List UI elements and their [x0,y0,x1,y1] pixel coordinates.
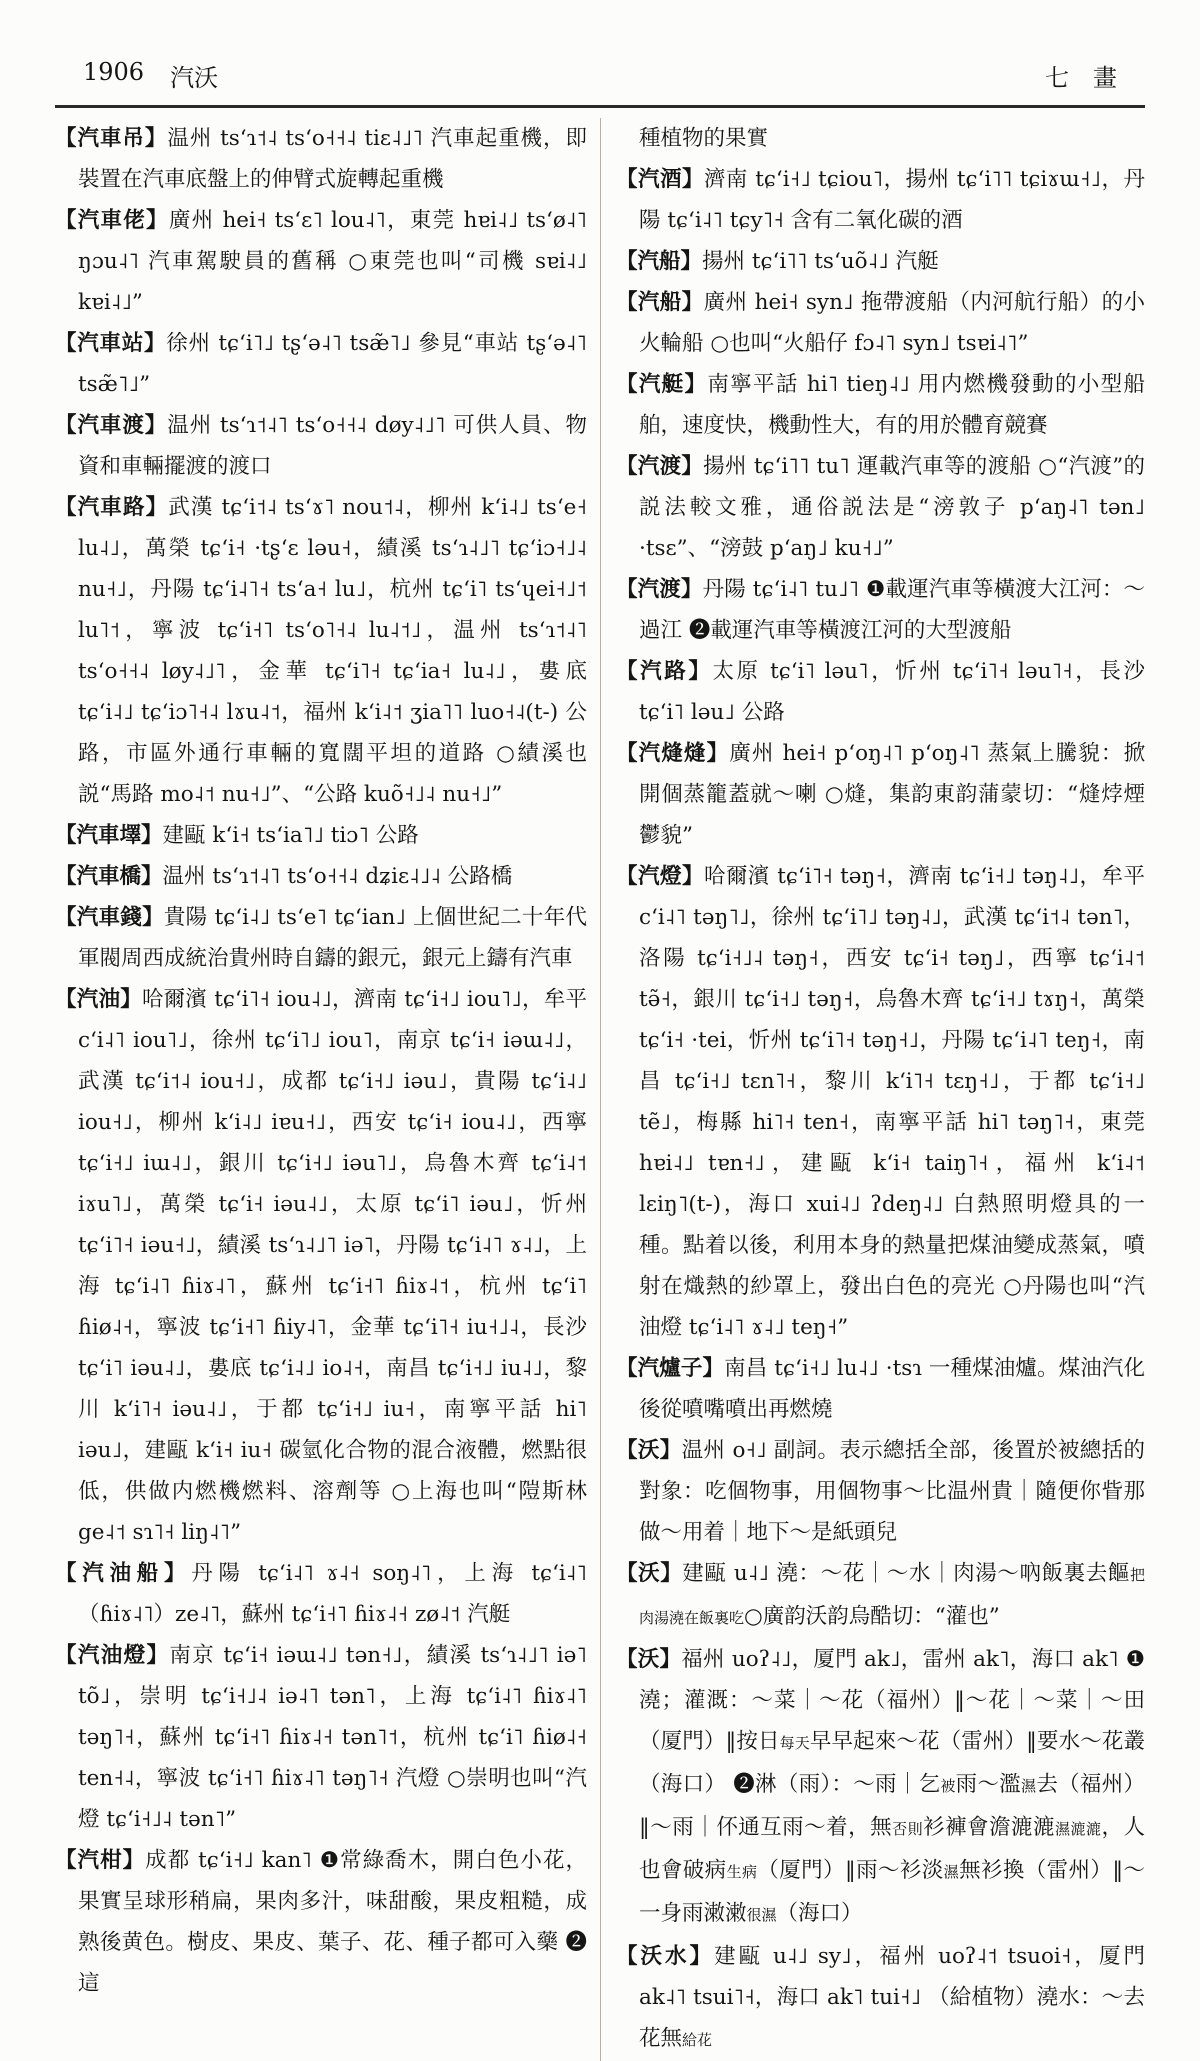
entry-text: ○廣韵沃韵烏酷切：“灌也” [744,1604,1000,1629]
dictionary-entry [616,569,1145,651]
entry-text: （厦門）‖雨～衫淡 [757,1858,944,1883]
entry-text: 無衫換（雷州）‖～一身雨潄潄 [639,1858,1145,1926]
entry-headword: 【汽車佬】 [55,208,169,233]
dictionary-entry [55,1840,587,2004]
entry-text: 種植物的果實 [639,126,769,151]
entry-text: 哈爾濱 tɕʻi˥˧ iou˨˩，濟南 tɕʻi˧˩ iou˥˩，牟平 cʻi˨˥ iou˥˩，徐州 tɕʻi˥˩ iou˥，南京 tɕʻi˧ iəɯ˨˩，武漢 tɕʻi˦˨ iou˧˩，成都 tɕʻi˧˩ iəu˩，貴陽 tɕʻi˨˩ iou˧˩，柳州 kʻi˨˩ iɐu˧˩，西安 tɕʻi˧ iou˨˩，西寧 tɕʻi˧˩ iɯ˨˩，銀川 tɕʻi˧˩ iəu˥˩，烏魯木齊 tɕʻi˨˦ iɤu˥˩，萬榮 tɕʻi˧ iəu˨˩，太原 tɕʻi˥ iəu˩，忻州 tɕʻi˥˧ iəu˧˩，績溪 tsʻɿ˨˩˥ iə˥，丹陽 tɕʻi˨˥ ɤ˨˩，上海 tɕʻi˨˥ ɦiɤ˨˥，蘇州 tɕʻi˧˥ ɦiɤ˨˦，杭州 tɕʻi˥ ɦiø˨˧，寧波 tɕʻi˧˥ ɦiy˨˥，金華 tɕʻi˥˧ iu˧˩˨，長沙 tɕʻi˥ iəu˨˩，婁底 tɕʻi˨˩ io˨˧，南昌 tɕʻi˧˩ iu˨˩，黎川 kʻi˥˧ iəu˨˩，于都 tɕʻi˧˩ iu˧，南寧平話 hi˥ iəu˩，建甌 kʻi˧ iu˧ 碳氫化合物的混合液體，燃點很低，供做内燃機燃料、溶劑等 ○上海也叫“隑斯林 ge˨˦ sɿ˥˧ liŋ˨˥” [78,987,587,1545]
dictionary-entry [55,897,587,979]
entry-gloss-small-text: 很濕 [746,1906,777,1924]
entry-gloss-small-text: 濕 [1021,1777,1037,1795]
entry-gloss-small-text: 被 [940,1777,956,1795]
entry-text: 丹陽 tɕʻi˨˥ tu˩˥ ❶載運汽車等橫渡大江河：～過江 ❷載運汽車等橫渡江河的大型渡船 [639,577,1145,643]
entry-gloss-small-text: 每天 [779,1734,810,1752]
dictionary-entry [55,1553,587,1635]
section-title: 七 畫 [1045,64,1117,92]
two-column-body [55,118,1145,2061]
entry-headword: 【汽酒】 [616,167,704,192]
entry-gloss-small-text: 濕漉漉 [1055,1820,1102,1838]
column-left [55,118,600,2061]
page-number: 1906 [83,58,145,86]
dictionary-entry [55,487,587,815]
dictionary-entry [616,1639,1145,1936]
entry-text: 温州 tsʻɿ˦˨˥ tsʻo˧˧˨ dʑiɛ˨˩˨ 公路橋 [162,864,513,889]
entry-headword: 【汽船】 [616,249,703,274]
entry-headword: 【汽渡】 [616,577,703,602]
entry-headword: 【汽車錢】 [55,905,164,930]
entry-text: 南昌 tɕʻi˧˩ lu˨˩ ·tsɿ 一種煤油爐。煤油汽化後從噴嘴噴出再燃燒 [639,1356,1145,1422]
entry-headword: 【沃】 [616,1438,682,1463]
dictionary-entry [55,979,587,1553]
entry-text: 太原 tɕʻi˥ ləu˥，忻州 tɕʻi˥˧ ləu˥˧，長沙 tɕʻi˥ ləu˩ 公路 [639,659,1145,725]
dictionary-entry [616,159,1145,241]
entry-text: 建甌 kʻi˧ tsʻia˥˩ tiɔ˥ 公路 [162,823,419,848]
entry-headword: 【汽路】 [616,659,713,684]
entry-headword: 【汽車橋】 [55,864,163,889]
entry-headword: 【汽車吊】 [55,126,168,151]
entry-gloss-small-text: 把肉湯澆在飯裏吃 [639,1566,1145,1627]
entry-text: 南京 tɕʻi˧ iəɯ˨˩ tən˧˩，績溪 tsʻɿ˨˩˥ iə˥ tõ˩，崇明 tɕʻi˧˩˨ iə˨˥ tən˥，上海 tɕʻi˨˥ ɦiɤ˨˥ təŋ˥˧，蘇州 tɕʻi˧˥ ɦiɤ˨˧ tən˥˦，杭州 tɕʻi˥ ɦiø˨˧ ten˧˨，寧波 tɕʻi˧˥ ɦiɤ˨˥ təŋ˥˧ 汽燈 ○崇明也叫“汽燈 tɕʻi˧˩˨ tən˥” [78,1643,587,1832]
dictionary-entry [616,364,1145,446]
header-left [83,58,218,93]
entry-text: 早早起來～花（雷州）‖要水～花叢（海口） ❷淋（雨）：～雨｜乞 [639,1729,1145,1797]
dictionary-entry [616,1430,1145,1553]
page-header [55,58,1145,105]
entry-text: 丹陽 tɕʻi˨˥ ɤ˨˧ soŋ˨˥，上海 tɕʻi˨˥（ɦiɤ˨˥）ze˨˥，蘇州 tɕʻi˧˥ ɦiɤ˨˧ zø˨˦ 汽艇 [78,1561,587,1627]
entry-text: 濟南 tɕʻi˧˩ tɕiou˥，揚州 tɕʻi˥˥ tɕiɤɯ˧˩，丹陽 tɕʻi˨˥ tɕy˥˧ 含有二氧化碳的酒 [639,167,1145,233]
entry-text: 温州 tsʻɿ˦˨ tsʻo˧˧˨ tiɛ˨˩˥ 汽車起重機，即裝置在汽車底盤上的伸臂式旋轉起重機 [78,126,587,192]
entry-headword: 【汽油船】 [55,1561,192,1586]
entry-text: 貴陽 tɕʻi˨˩ tsʻe˥ tɕʻian˩ 上個世紀二十年代軍閥周西成統治貴州時自鑄的銀元，銀元上鑄有汽車 [78,905,587,971]
dictionary-entry [616,282,1145,364]
dictionary-entry [616,1936,1145,2061]
dictionary-entry [616,1553,1145,1639]
entry-text: 建甌 u˨˩ 澆：～花｜～水｜肉湯～吶飯裏去饇 [682,1561,1130,1586]
entry-headword: 【汽油】 [55,987,142,1012]
dictionary-entry [55,856,587,897]
entry-text: 温州 o˧˩ 副詞。表示總括全部，後置於被總括的對象：吃個物事，用個物事～比温州貴｜隨便你眥那做～用着｜地下～是紙頭兒 [639,1438,1145,1545]
dictionary-entry [616,446,1145,569]
entry-headword: 【沃】 [616,1647,682,1672]
entry-headword: 【汽燈】 [616,864,704,889]
dictionary-entry [616,1348,1145,1430]
entry-headword: 【汽渡】 [616,454,704,479]
dictionary-entry [55,200,587,323]
entry-text: 雨～濫 [955,1772,1022,1797]
entry-text: 哈爾濱 tɕʻi˥˧ təŋ˧，濟南 tɕʻi˧˩ təŋ˨˩，牟平 cʻi˨˥ təŋ˥˩，徐州 tɕʻi˥˩ təŋ˨˩，武漢 tɕʻi˦˨ tən˥，洛陽 tɕʻi˧˩˨ təŋ˧，西安 tɕʻi˧ təŋ˩，西寧 tɕʻi˨˦ tə̃˧，銀川 tɕʻi˧˩ təŋ˧，烏魯木齊 tɕʻi˧˩ tɤŋ˧，萬榮 tɕʻi˧ ·tei，忻州 tɕʻi˥˧ təŋ˧˩，丹陽 tɕʻi˨˥ teŋ˧，南昌 tɕʻi˧˩ tɛn˥˧，黎川 kʻi˥˧ tɛŋ˧˩，于都 tɕʻi˧˩ tẽ˩，梅縣 hi˥˧ ten˧，南寧平話 hi˥ təŋ˥˧，東莞 hɐi˨˩ tɐn˧˩，建甌 kʻi˧ taiŋ˥˧，福州 kʻi˨˦ lɛiŋ˥(t-)，海口 xui˨˩ ʔdeŋ˨˩ 白熱照明燈具的一種。點着以後，利用本身的熱量把煤油變成蒸氣，噴射在熾熱的紗罩上，發出白色的亮光 ○丹陽也叫“汽油燈 tɕʻi˨˥ ɤ˨˩ teŋ˧” [639,864,1145,1340]
entry-gloss-small-text: 生病 [726,1863,758,1881]
entry-text: 福州 uoʔ˨˩，厦門 ak˩，雷州 ak˥，海口 ak˥ ❶澆；灌溉：～菜｜～花（福州）‖～花｜～菜｜～田（厦門）‖按日 [639,1647,1145,1754]
dictionary-entry [55,815,587,856]
entry-text: 武漢 tɕʻi˦˨ tsʻɤ˥ nou˦˨，柳州 kʻi˨˩ tsʻe˧ lu˨˩，萬榮 tɕʻi˧ ·tʂʻɛ ləu˧，績溪 tsʻɿ˨˩˥ tɕʻiɔ˧˩˨ nu˧˩，丹陽 tɕʻi˨˥˧ tsʻa˧ lu˩，杭州 tɕʻi˥ tsʻɥei˧˩˦ lu˥˦，寧波 tɕʻi˧˥ tsʻo˥˧˨ lu˨˦˩，温州 tsʻɿ˦˨˥ tsʻo˧˧˨ løy˨˩˥，金華 tɕʻi˥˧ tɕʻia˧ lu˨˩，婁底 tɕʻi˨˩ tɕʻiɔ˥˧˨ lɤu˨˦，福州 kʻi˨˦ ʒia˥˥ luo˧˨(t-) 公路，市區外通行車輛的寬闊平坦的道路 ○績溪也説“馬路 mo˨˦ nu˧˩”、“公路 kuõ˧˩˨ nu˧˩” [78,495,587,807]
guide-word: 汽沃 [170,64,219,92]
entry-gloss-small-text: 否則 [892,1820,924,1838]
entry-headword: 【汽熢熢】 [616,741,730,766]
entry-text: （海口） [776,1901,863,1926]
entry-text: 揚州 tɕʻi˥˥ tsʻuõ˨˩ 汽艇 [702,249,939,274]
entry-headword: 【沃】 [616,1561,683,1586]
entry-headword: 【汽爐子】 [616,1356,725,1381]
entry-continuation [616,118,1145,159]
entry-text: 衫褲會澹漉漉 [923,1815,1055,1840]
entry-text: ，人也會破病 [639,1815,1145,1883]
entry-headword: 【汽艇】 [616,372,708,397]
entry-headword: 【汽柑】 [55,1848,146,1873]
dictionary-entry [55,1635,587,1840]
dictionary-entry [55,323,587,405]
entry-headword: 【汽油燈】 [55,1643,170,1668]
column-right [600,118,1145,2061]
entry-text: 温州 tsʻɿ˦˨˥ tsʻo˧˧˨ døy˨˩˥ 可供人員、物資和車輛擺渡的渡口 [78,413,587,479]
header-rule [55,105,1145,108]
entry-gloss-small-text: 給花 [682,2031,713,2049]
entry-headword: 【沃水】 [616,1944,715,1969]
entry-text: 南寧平話 hi˥ tieŋ˨˩ 用内燃機發動的小型船舶，速度快，機動性大，有的用於體育競賽 [639,372,1145,438]
dictionary-entry [616,651,1145,733]
entry-headword: 【汽車路】 [55,495,169,520]
entry-headword: 【汽車渡】 [55,413,168,438]
entry-text: 廣州 hei˧ tsʻɛ˥ lou˨˥，東莞 hɐi˨˩ tsʻø˨˥ ŋɔu˨˥ 汽車駕駛員的舊稱 ○東莞也叫“司機 sɐi˨˩ kɐi˨˩” [78,208,587,315]
entry-text: 成都 tɕʻi˧˩ kan˥ ❶常綠喬木，開白色小花，果實呈球形稍扁，果肉多汁，味甜酸，果皮粗糙，成熟後黄色。樹皮、果皮、葉子、花、種子都可入藥 ❷這 [78,1848,587,1996]
dictionary-entry [616,856,1145,1348]
entry-headword: 【汽船】 [616,290,704,315]
dictionary-entry [616,733,1145,856]
entry-text: 建甌 u˨˩ sy˩，福州 uoʔ˨˦ tsuoi˧，厦門 ak˨˥ tsui˥˧，海口 ak˥ tui˧˩ （給植物）澆水：～去花無 [639,1944,1145,2051]
entry-text: 揚州 tɕʻi˥˥ tu˥ 運載汽車等的渡船 ○“汽渡”的説法較文雅，通俗説法是“滂敦子 pʻaŋ˨˥ tən˩ ·tsɛ”、“滂鼓 pʻaŋ˩ ku˧˩” [639,454,1145,561]
entry-text: 廣州 hei˧ syn˩ 拖帶渡船（内河航行船）的小火輪船 ○也叫“火船仔 fɔ˨˥ syn˩ tsɐi˨˥” [639,290,1145,356]
entry-text: 去（福州）‖～雨｜伓通互雨～着，無 [639,1772,1145,1840]
entry-text: 廣州 hei˧ pʻoŋ˨˥ pʻoŋ˨˥ 蒸氣上騰貌：掀開個蒸籠蓋就～喇 ○熢，集韵東韵蒲蒙切：“熢㶿煙鬱貌” [639,741,1145,848]
entry-text: 徐州 tɕʻi˥˩ tʂʻə˨˥ tsæ̃˥˩ 參見“車站 tʂʻə˨˥ tsæ̃˥˩” [78,331,587,397]
entry-headword: 【汽車墿】 [55,823,163,848]
dictionary-entry [616,241,1145,282]
entry-gloss-small-text: 濕 [943,1863,960,1881]
dictionary-entry [55,405,587,487]
dictionary-entry [55,118,587,200]
entry-headword: 【汽車站】 [55,331,167,356]
